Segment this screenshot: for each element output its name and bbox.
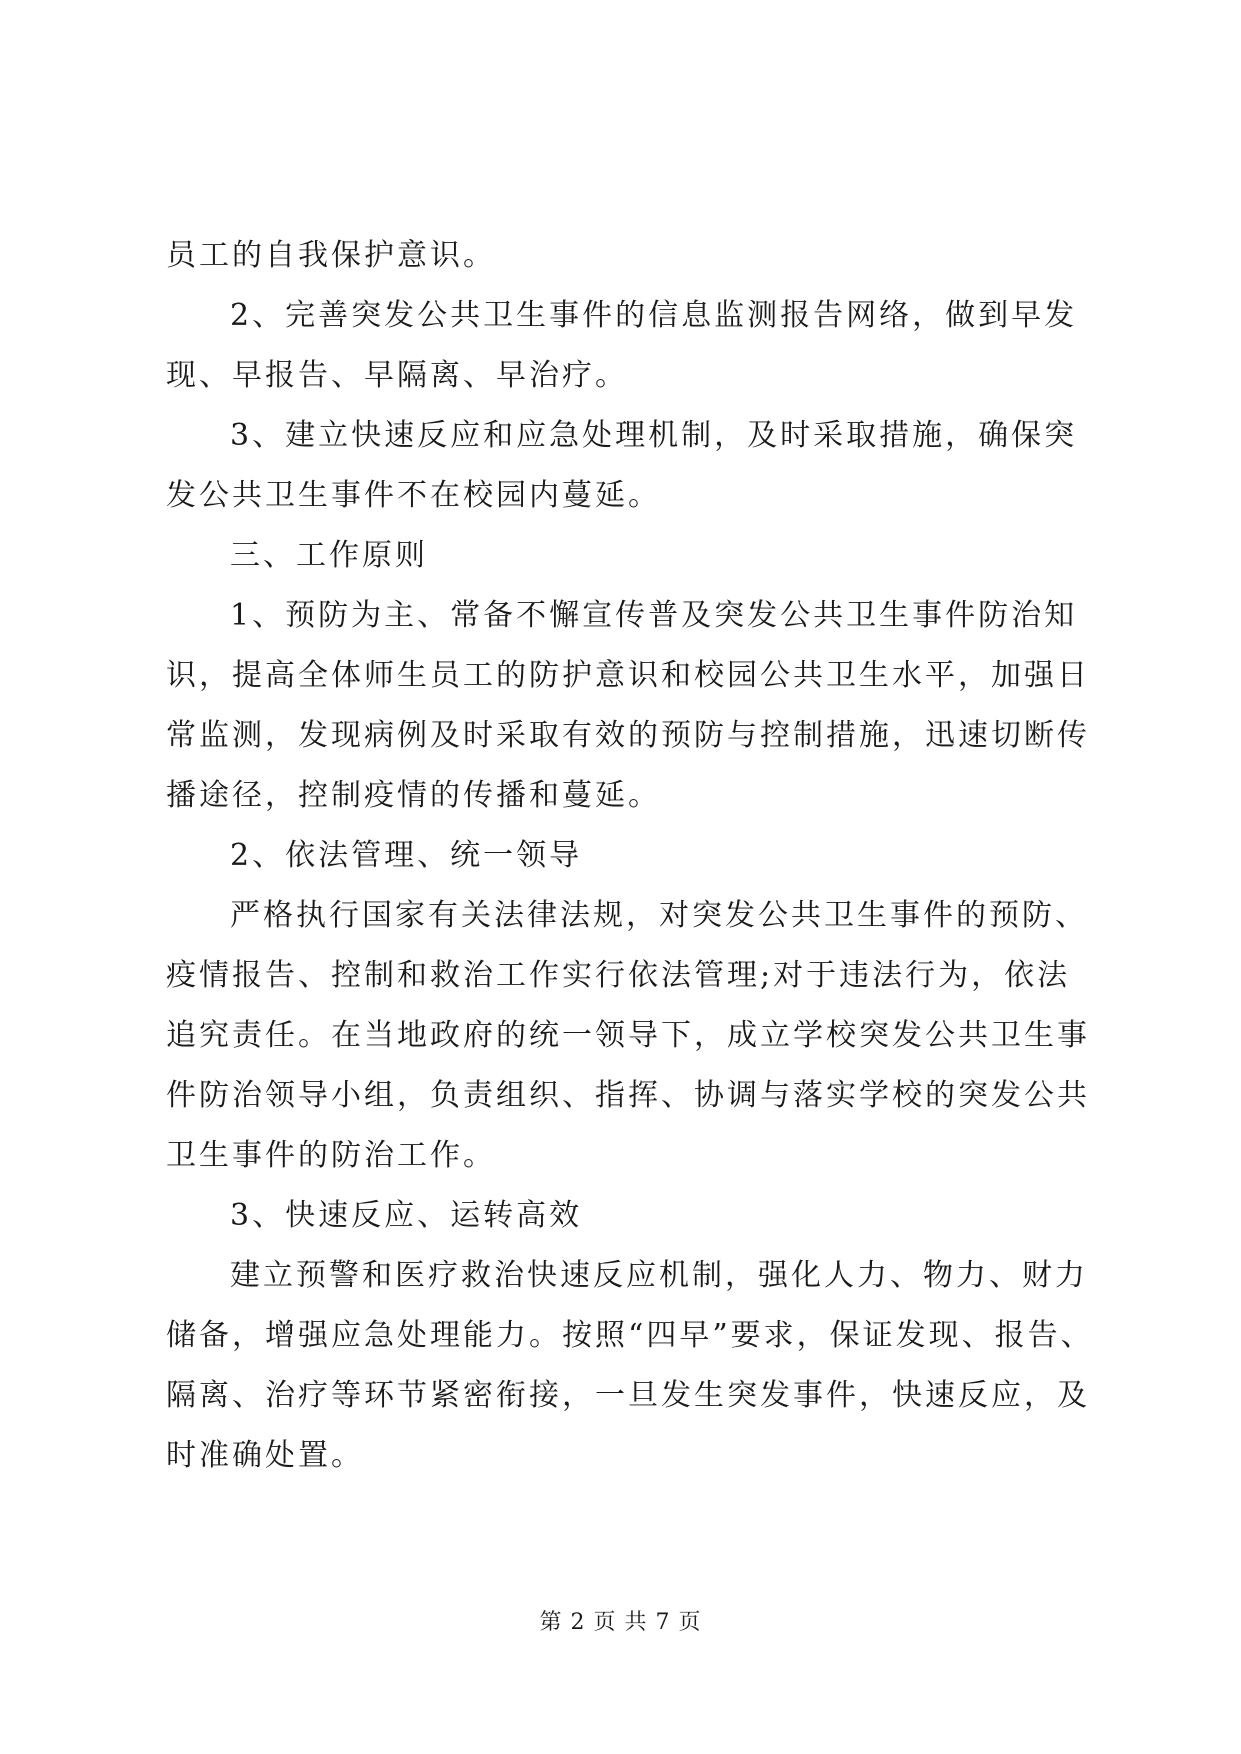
- text-line: 2、完善突发公共卫生事件的信息监测报告网络，做到早发: [230, 298, 1078, 333]
- text-line: 1、预防为主、常备不懈宣传普及突发公共卫生事件防治知: [230, 598, 1078, 633]
- subsection-heading: 2、依法管理、统一领导: [230, 838, 583, 873]
- text-line: 时准确处置。: [166, 1438, 364, 1473]
- text-line: 现、早报告、早隔离、早治疗。: [166, 358, 628, 393]
- text-line: 识，提高全体师生员工的防护意识和校园公共卫生水平，加强日: [166, 658, 1090, 693]
- text-line: 发公共卫生事件不在校园内蔓延。: [166, 478, 661, 513]
- text-line: 疫情报告、控制和救治工作实行依法管理;对于违法行为，依法: [166, 958, 1071, 993]
- text-line: 件防治领导小组，负责组织、指挥、协调与落实学校的突发公共: [166, 1078, 1090, 1113]
- text-line: 建立预警和医疗救治快速反应机制，强化人力、物力、财力: [230, 1258, 1088, 1293]
- subsection-heading: 3、快速反应、运转高效: [230, 1198, 583, 1233]
- text-line: 储备，增强应急处理能力。按照“四早”要求，保证发现、报告、: [166, 1318, 1094, 1353]
- text-line: 3、建立快速反应和应急处理机制，及时采取措施，确保突: [230, 418, 1078, 453]
- text-line: 严格执行国家有关法律法规，对突发公共卫生事件的预防、: [230, 898, 1088, 933]
- text-line: 隔离、治疗等环节紧密衔接，一旦发生突发事件，快速反应，及: [166, 1378, 1090, 1413]
- text-line: 追究责任。在当地政府的统一领导下，成立学校突发公共卫生事: [166, 1018, 1090, 1053]
- section-heading: 三、工作原则: [230, 538, 428, 573]
- document-body: [166, 226, 1094, 1486]
- page-number-footer: 第 2 页 共 7 页: [539, 1610, 702, 1635]
- text-line: 卫生事件的防治工作。: [166, 1138, 496, 1173]
- text-line: 播途径，控制疫情的传播和蔓延。: [166, 778, 661, 813]
- text-line: 员工的自我保护意识。: [166, 238, 496, 273]
- text-line: 常监测，发现病例及时采取有效的预防与控制措施，迅速切断传: [166, 718, 1090, 753]
